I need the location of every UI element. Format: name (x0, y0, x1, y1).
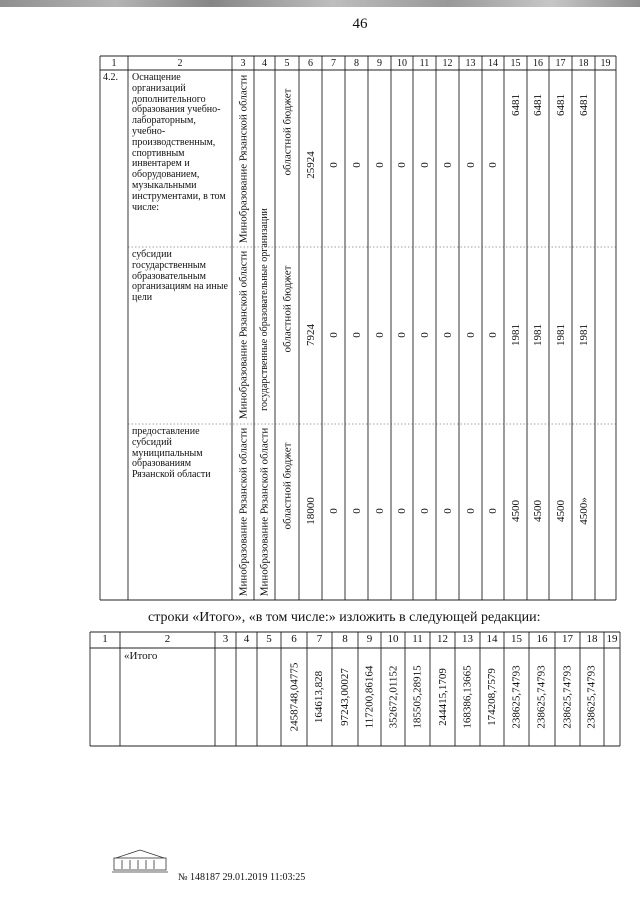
t1-header-7: 7 (331, 58, 336, 69)
row-value: 0 (396, 508, 408, 514)
t1-header-13: 13 (465, 58, 476, 69)
t2-header-9: 9 (366, 633, 373, 645)
t2-header-7: 7 (316, 633, 323, 645)
t1-header-11: 11 (419, 58, 430, 69)
t2-header-2: 2 (164, 633, 171, 645)
row-name: предоставление субсидий муниципальным образованиям Рязанской области (132, 426, 211, 481)
t2-header-12: 12 (437, 633, 448, 645)
row-value: 18000 (304, 497, 317, 525)
t1-header-3: 3 (240, 58, 246, 69)
row-value: 0 (441, 162, 454, 168)
total-value: 2458748,04775 (288, 662, 300, 732)
t2-header-5: 5 (266, 633, 272, 645)
row-source: областной бюджет (281, 265, 293, 353)
row-name: субсидии государственным образовательным организациям на иные цели (132, 249, 228, 304)
row-value: 0 (327, 162, 340, 168)
registration-number: № 148187 29.01.2019 11:03:25 (178, 872, 306, 883)
total-value: 352672,01152 (387, 665, 399, 729)
row-value: 4500» (577, 497, 590, 525)
row-value: 0 (464, 332, 477, 338)
instruction-text: строки «Итого», «в том числе:» изложить в следующей редакции: (148, 610, 541, 625)
t1-header-15: 15 (510, 58, 521, 69)
row-value: 1981 (509, 324, 522, 346)
t2-header-15: 15 (511, 633, 522, 645)
row-value: 0 (350, 508, 363, 514)
row-value: 0 (396, 162, 408, 168)
t2-header-8: 8 (342, 633, 348, 645)
t1-header-18: 18 (578, 58, 589, 69)
row-value: 0 (487, 332, 499, 338)
t1-header-2: 2 (177, 58, 183, 69)
total-value: 174208,7579 (486, 668, 498, 726)
total-value: 164613,828 (313, 670, 326, 724)
t1-header-4: 4 (262, 58, 267, 69)
row-source: областной бюджет (281, 88, 293, 176)
row-source: областной бюджет (281, 442, 293, 530)
row-value: 0 (327, 508, 340, 514)
t2-header-10: 10 (387, 633, 399, 645)
t2-header-3: 3 (222, 633, 229, 645)
t2-header-19: 19 (606, 633, 618, 645)
row-value: 0 (464, 162, 477, 168)
total-value: 185505,28915 (411, 665, 424, 729)
row-value: 0 (373, 162, 386, 168)
row-value: 0 (441, 332, 454, 338)
t1-header-17: 17 (555, 58, 566, 69)
t1-header-6: 6 (308, 58, 313, 69)
row-value: 6481 (577, 94, 590, 116)
t1-header-14: 14 (488, 58, 498, 69)
t2-header-16: 16 (536, 633, 548, 645)
t1-header-8: 8 (354, 58, 359, 69)
row-number: 4.2. (103, 72, 118, 83)
total-value: 238625,74793 (561, 665, 574, 729)
row-executor: государственные образовательные организации (259, 207, 271, 411)
t2-header-11: 11 (412, 633, 423, 645)
row-value: 0 (487, 162, 499, 168)
total-value: 238625,74793 (536, 665, 548, 729)
row-value: 1981 (532, 324, 544, 346)
t1-header-5: 5 (284, 58, 290, 69)
page-number: 46 (352, 16, 368, 32)
t1-header-1: 1 (111, 58, 117, 69)
t2-header-18: 18 (586, 633, 598, 645)
t2-header-1: 1 (102, 633, 108, 645)
row-value: 0 (396, 332, 408, 338)
row-value: 1981 (554, 324, 567, 346)
row-value: 6481 (554, 94, 567, 116)
row-value: 4500 (554, 500, 567, 522)
t2-header-13: 13 (462, 633, 473, 645)
row-value: 0 (441, 508, 454, 514)
row-responsible: Минобразование Рязанской области (237, 427, 250, 597)
t1-header-12: 12 (442, 58, 453, 69)
total-value: 97243,00027 (339, 668, 351, 726)
row-responsible: Минобразование Рязанской области (237, 74, 250, 244)
t1-header-9: 9 (377, 58, 382, 69)
row-value: 0 (487, 508, 499, 514)
row-value: 0 (350, 332, 363, 338)
total-value: 238625,74793 (586, 665, 598, 729)
row-value: 4500 (532, 500, 544, 522)
row-name: Оснащение организаций дополнительного образования учебно-лабораторным, учебно-производственным, спортивным инвентарем и оборудованием, музыкальными инструментами, в том числе: (132, 72, 226, 213)
t2-header-4: 4 (243, 633, 250, 645)
row-value: 1981 (577, 324, 590, 346)
row-value: 0 (418, 508, 431, 514)
row-value: 0 (327, 332, 340, 338)
t1-header-10: 10 (397, 58, 407, 69)
row-value: 25924 (304, 151, 317, 179)
row-value: 0 (418, 332, 431, 338)
t1-header-19: 19 (600, 58, 611, 69)
t2-header-6: 6 (291, 633, 297, 645)
row-value: 4500 (509, 500, 522, 522)
total-value: 244415,1709 (436, 668, 449, 726)
row-value: 6481 (509, 94, 522, 116)
row-value: 7924 (304, 324, 317, 346)
row-value: 0 (464, 508, 477, 514)
t1-header-16: 16 (533, 58, 543, 69)
row-executor: Минобразование Рязанской области (258, 427, 271, 597)
t2-header-17: 17 (562, 633, 573, 645)
total-value: 168386,13665 (461, 665, 474, 729)
row-value: 0 (350, 162, 363, 168)
row-value: 0 (373, 332, 386, 338)
row-value: 0 (373, 508, 386, 514)
total-label: «Итого (124, 650, 158, 662)
row-responsible: Минобразование Рязанской области (237, 250, 250, 420)
total-value: 117200,86164 (363, 665, 376, 729)
t2-header-14: 14 (486, 633, 498, 645)
total-value: 238625,74793 (510, 665, 523, 729)
row-value: 0 (418, 162, 431, 168)
registration-stamp-icon (110, 848, 170, 874)
row-value: 6481 (532, 94, 544, 116)
